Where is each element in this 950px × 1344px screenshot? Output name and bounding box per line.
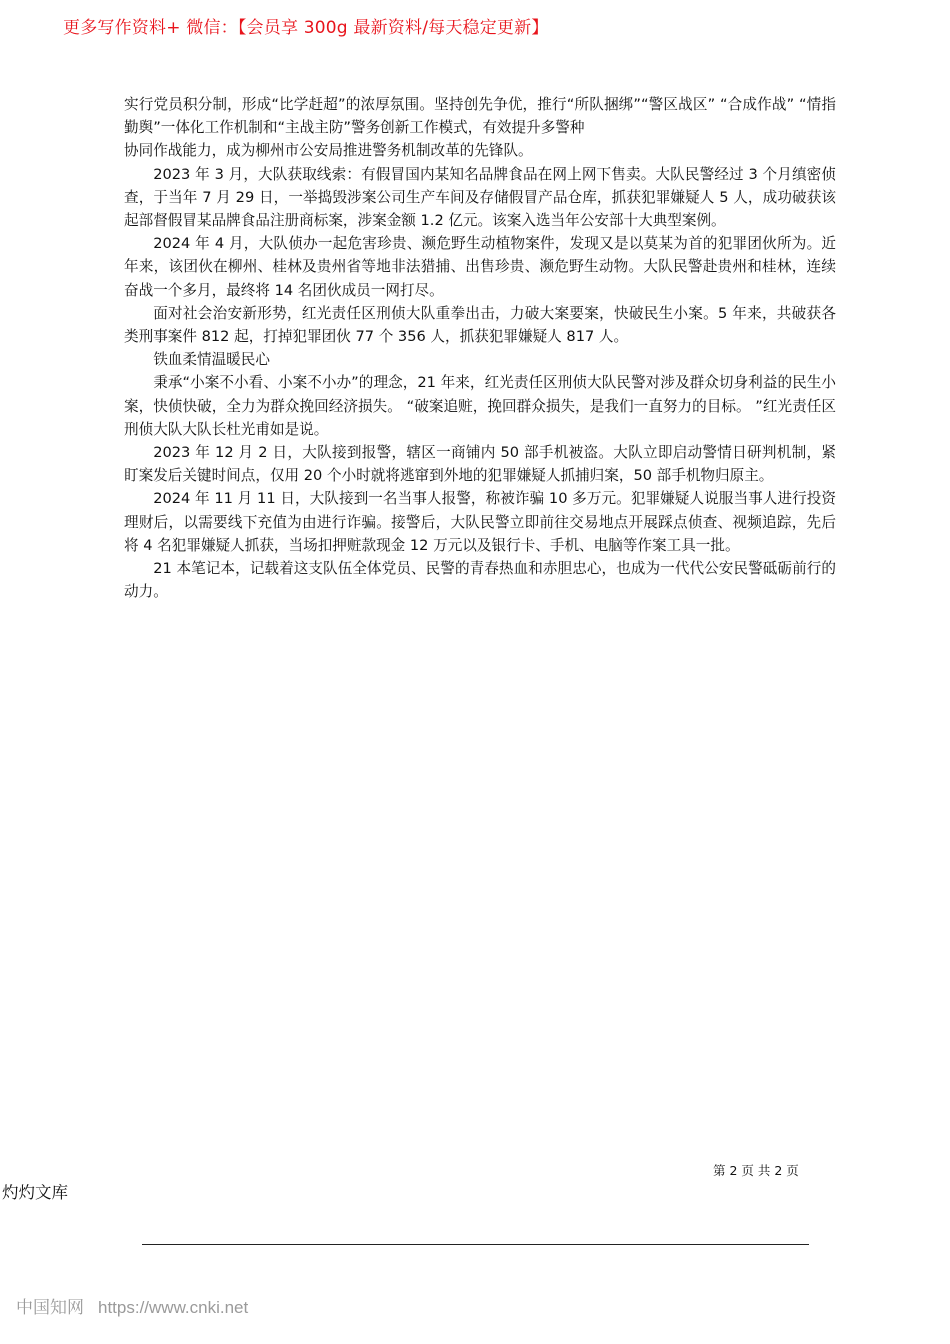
paragraph: 面对社会治安新形势，红光责任区刑侦大队重拳出击，力破大案要案，快破民生小案。5 年来，共破获各类刑事案件 812 起，打掉犯罪团伙 77 个 356 人，抓获犯罪嫌疑人 817 人。: [124, 304, 836, 346]
paragraph: 2024 年 4 月，大队侦办一起危害珍贵、濒危野生动植物案件，发现又是以莫某为首的犯罪团伙所为。近年来，该团伙在柳州、桂林及贵州省等地非法猎捕、出售珍贵、濒危野生动物。大队民警赴贵州和桂林，连续奋战一个多月，最终将 14 名团伙成员一网打尽。: [124, 235, 836, 299]
section-heading: 铁血柔情温暖民心: [153, 351, 270, 369]
paragraph: 2024 年 11 月 11 日，大队接到一名当事人报警，称被诈骗 10 多万元。犯罪嫌疑人说服当事人进行投资理财后，以需要线下充值为由进行诈骗。接警后，大队民警立即前往交易地点开展踩点侦查、视频追踪，先后将 4 名犯罪嫌疑人抓获，当场扣押赃款现金 12 万元以及银行卡、手机、电脑等作案工具一批。: [124, 490, 836, 554]
paragraph: 21 本笔记本，记载着这支队伍全体党员、民警的青春热血和赤胆忠心，也成为一代代公安民警砥砺前行的动力。: [124, 560, 836, 601]
paragraph: 实行党员积分制，形成“比学赶超”的浓厚氛围。坚持创先争优，推行“所队捆绑”“警区战区” “合成作战” “情指勤舆”一体化工作机制和“主战主防”警务创新工作模式，有效提升多警种: [124, 96, 836, 137]
page-number: 第 2 页 共 2 页: [713, 1163, 799, 1178]
cnki-watermark: [16, 1293, 248, 1318]
paragraph: 协同作战能力，成为柳州市公安局推进警务机制改革的先锋队。: [124, 142, 533, 160]
promo-banner: 更多写作资料+ 微信：【会员享 300g 最新资料/每天稳定更新】: [63, 18, 549, 38]
paragraph: 秉承“小案不小看、小案不小办”的理念，21 年来，红光责任区刑侦大队民警对涉及群众切身利益的民生小案，快侦快破，全力为群众挽回经济损失。 “破案追赃，挽回群众损失，是我们一直努力的目标。 ”红光责任区刑侦大队大队长杜光甫如是说。: [124, 374, 836, 438]
library-name: 灼灼文库: [2, 1183, 68, 1202]
paragraph: 2023 年 12 月 2 日，大队接到报警，辖区一商铺内 50 部手机被盗。大队立即启动警情日研判机制，紧盯案发后关键时间点，仅用 20 个小时就将逃窜到外地的犯罪嫌疑人抓捕归案，50 部手机物归原主。: [124, 444, 836, 485]
watermark-url: https://www.cnki.net: [98, 1298, 249, 1317]
document-body: [124, 93, 836, 603]
footer-divider: [142, 1244, 809, 1245]
watermark-name: 中国知网: [16, 1298, 84, 1318]
paragraph: 2023 年 3 月，大队获取线索：有假冒国内某知名品牌食品在网上网下售卖。大队民警经过 3 个月缜密侦查，于当年 7 月 29 日，一举捣毁涉案公司生产车间及存储假冒产品仓库，抓获犯罪嫌疑人 5 人，成功破获该起部督假冒某品牌食品注册商标案，涉案金额 1.2 亿元。该案入选当年公安部十大典型案例。: [124, 165, 836, 230]
